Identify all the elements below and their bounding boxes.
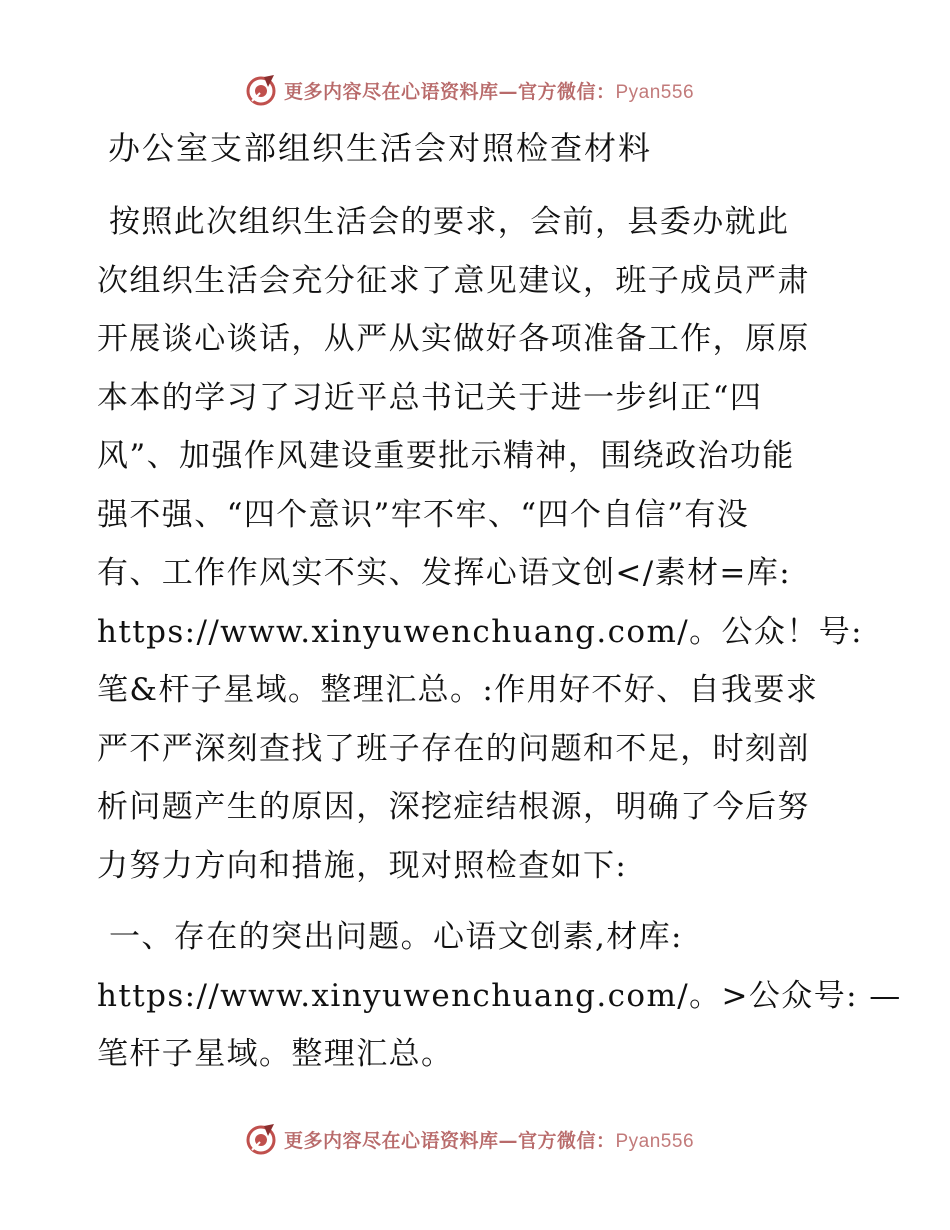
paragraph-section-one bbox=[97, 908, 902, 1084]
paragraph-line: 有、工作作风实不实、发挥心语文创</素材=库: bbox=[97, 555, 792, 591]
paragraph-line: 按照此次组织生活会的要求，会前，县委办就此 bbox=[109, 204, 790, 240]
footer-watermark bbox=[0, 1121, 950, 1157]
pen-logo-icon bbox=[244, 1122, 278, 1156]
watermark-text: 更多内容尽在心语资料库 bbox=[283, 80, 499, 103]
pen-logo-icon bbox=[244, 73, 278, 107]
paragraph-line: 次组织生活会充分征求了意见建议，班子成员严肃 bbox=[97, 262, 810, 299]
paragraph-line: 风”、加强作风建设重要批示精神，围绕政治功能 bbox=[97, 438, 795, 474]
paragraph-intro bbox=[97, 193, 863, 895]
paragraph-line: https://www.xinyuwenchuang.com/。公众！号: bbox=[97, 613, 863, 650]
watermark-wechat-id: Pyan556 bbox=[615, 1130, 695, 1152]
watermark-text: 更多内容尽在心语资料库 bbox=[283, 1129, 499, 1152]
paragraph-line: 开展谈心谈话，从严从实做好各项准备工作，原原 bbox=[97, 321, 810, 357]
paragraph-line: 严不严深刻查找了班子存在的问题和不足，时刻剖 bbox=[97, 730, 810, 767]
header-watermark bbox=[0, 72, 950, 108]
paragraph-line: 笔&杆子星域。整理汇总。:作用好不好、自我要求 bbox=[97, 672, 819, 708]
paragraph-line: 力努力方向和措施，现对照检查如下: bbox=[97, 847, 628, 884]
watermark-wechat-label: 官方微信： bbox=[517, 80, 616, 103]
watermark-dash: — bbox=[498, 1129, 518, 1152]
document-title: 办公室支部组织生活会对照检查材料 bbox=[108, 129, 653, 167]
paragraph-line: 强不强、“四个意识”牢不牢、“四个自信”有没 bbox=[97, 496, 750, 533]
watermark-wechat-id: Pyan556 bbox=[615, 81, 695, 103]
watermark-wechat-label: 官方微信： bbox=[517, 1129, 616, 1152]
paragraph-line: 一、存在的突出问题。心语文创素,材库: bbox=[109, 919, 683, 955]
paragraph-line: 笔杆子星域。整理汇总。 bbox=[97, 1036, 454, 1072]
watermark-dash: — bbox=[498, 80, 518, 103]
paragraph-line: 析问题产生的原因，深挖症结根源，明确了今后努 bbox=[97, 789, 810, 825]
paragraph-line: 本本的学习了习近平总书记关于进一步纠正“四 bbox=[97, 379, 763, 416]
paragraph-line: https://www.xinyuwenchuang.com/。>公众号: — bbox=[97, 977, 902, 1014]
